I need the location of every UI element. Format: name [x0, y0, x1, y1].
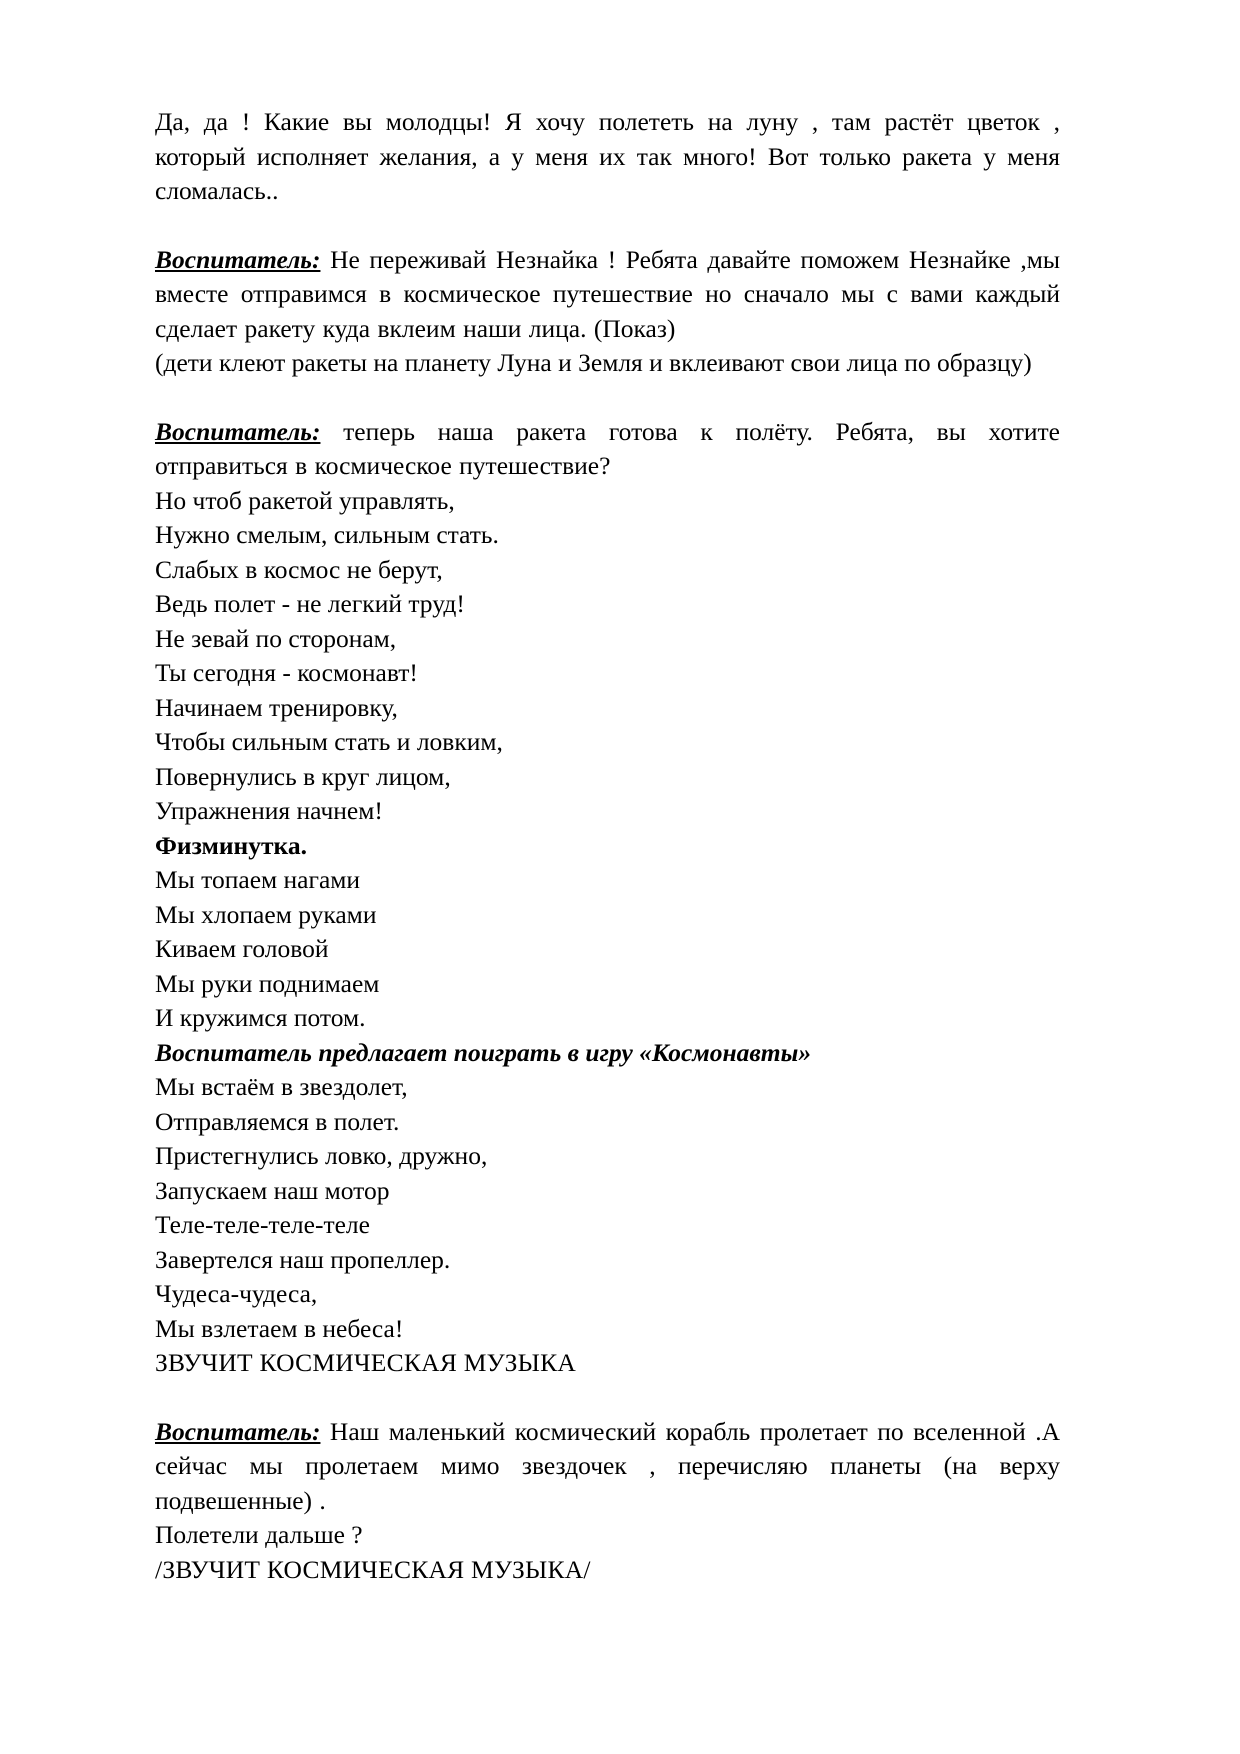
document-body [155, 105, 1060, 1587]
poem-line: Мы топаем нагами [155, 865, 361, 894]
fizminutka-heading: Физминутка. [155, 830, 307, 860]
poem-line: Мы встаём в звездолет, [155, 1072, 408, 1101]
poem-line: Повернулись в круг лицом, [155, 761, 451, 791]
poem-block-1 [155, 484, 1060, 829]
poem-line: Ведь полет - не легкий труд! [155, 589, 465, 618]
poem-line: Но чтоб ракетой управлять, [155, 485, 455, 515]
speaker-label-2: Воспитатель: [155, 416, 321, 446]
poem-line: И кружимся потом. [155, 1003, 366, 1032]
poem-line: Мы взлетаем в небеса! [155, 1313, 404, 1343]
speaker-label-1: Воспитатель: [155, 244, 321, 274]
poem-line: Теле-теле-теле-теле [155, 1210, 370, 1239]
poem-line: Упражнения начнем! [155, 796, 383, 825]
closing-block [155, 1518, 1060, 1587]
poem-line: Чтобы сильным стать и ловким, [155, 727, 503, 756]
paragraph-spacer-2 [155, 381, 1060, 415]
poem-line: Киваем головой [155, 934, 329, 963]
paragraph-spacer [155, 209, 1060, 243]
game-heading-block [155, 1036, 1060, 1071]
teacher-speech-2 [155, 415, 1060, 484]
poem-line: Чудеса-чудеса, [155, 1279, 318, 1308]
poem-line: Ты сегодня - космонавт! [155, 658, 418, 687]
music-cue-line: ЗВУЧИТ КОСМИЧЕСКАЯ МУЗЫКА [155, 1348, 577, 1377]
fizminutka-heading-block [155, 829, 1060, 864]
poem-line: Запускаем наш мотор [155, 1175, 390, 1205]
teacher-speech-2-text: теперь наша ракета готова к полёту. Ребята, вы хотите отправиться в космическое путешествие? [155, 416, 1060, 480]
teacher-speech-1 [155, 243, 1060, 347]
poem-line: Начинаем тренировку, [155, 692, 398, 722]
poem-line: Слабых в космос не берут, [155, 554, 443, 584]
poem-line: Пристегнулись ловко, дружно, [155, 1141, 488, 1170]
poem-line: Мы руки поднимаем [155, 968, 380, 998]
poem-block-2 [155, 863, 1060, 1036]
poem-line: Мы хлопаем руками [155, 899, 377, 929]
stage-direction-1: (дети клеют ракеты на планету Луна и Земля и вклеивают свои лица по образцу) [155, 348, 1032, 377]
teacher-speech-1-text: Не переживай Незнайка ! Ребята давайте поможем Незнайке ,мы вместе отправимся в космическое путешествие но сначало мы с вами каждый сделает ракету куда вклеим наши лица. (Показ) [155, 244, 1060, 343]
poem-line: Отправляемся в полет. [155, 1106, 400, 1136]
speaker-label-3: Воспитатель: [155, 1416, 321, 1446]
poem-block-3 [155, 1070, 1060, 1381]
intro-paragraph: Да, да ! Какие вы молодцы! Я хочу полететь на луну , там растёт цветок , который исполняет желания, а у меня их так много! Вот только ракета у меня сломалась.. [155, 107, 1060, 205]
game-heading: Воспитатель предлагает поиграть в игру «Космонавты» [155, 1037, 812, 1067]
poem-line: Завертелся наш пропеллер. [155, 1244, 451, 1274]
music-cue-line-final: /ЗВУЧИТ КОСМИЧЕСКАЯ МУЗЫКА/ [155, 1554, 591, 1584]
poem-line: Не зевай по сторонам, [155, 623, 397, 653]
closing-question: Полетели дальше ? [155, 1520, 363, 1549]
teacher-speech-3-text: Наш маленький космический корабль пролетает по вселенной .А сейчас мы пролетаем мимо звездочек , перечисляю планеты (на верху подвешенные) . [155, 1416, 1060, 1515]
poem-line: Нужно смелым, сильным стать. [155, 520, 499, 549]
teacher-speech-3 [155, 1415, 1060, 1519]
paragraph-spacer-3 [155, 1381, 1060, 1415]
